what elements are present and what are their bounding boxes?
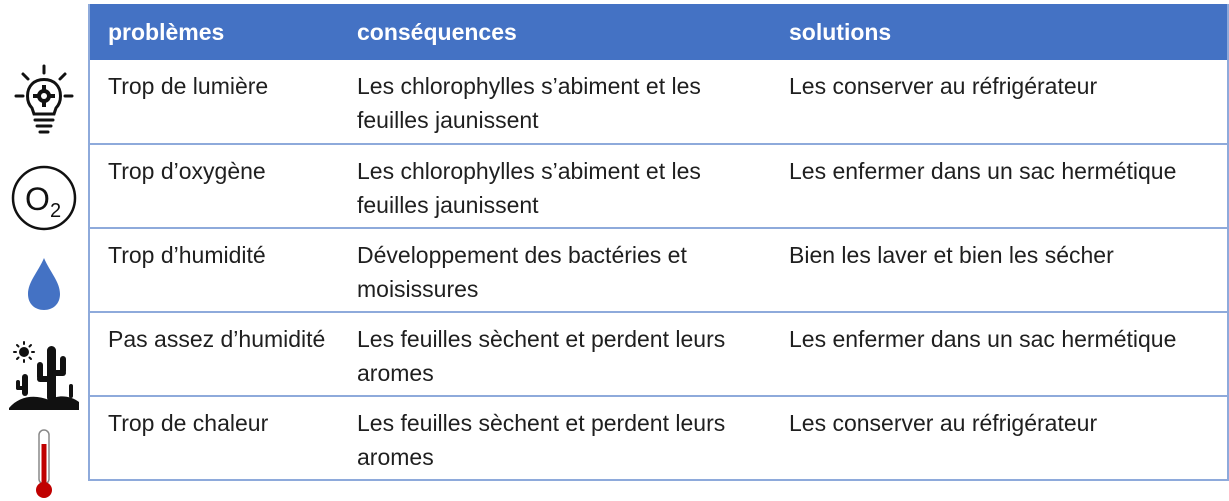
cell-probleme: Trop d’oxygène [108,158,266,184]
table-row [89,228,1228,312]
cell-probleme: Pas assez d’humidité [108,326,326,352]
thermometer-icon [0,428,88,500]
cell-solution: Bien les laver et bien les sécher [789,242,1114,268]
water-drop-icon [0,256,88,312]
lightbulb-gear-icon [0,64,88,136]
cell-solution: Les enfermer dans un sac hermétique [789,326,1177,352]
cell-probleme: Trop d’humidité [108,242,266,268]
cell-consequence: Les chlorophylles s’abiment et les feuilles jaunissent [357,73,701,133]
cell-probleme: Trop de lumière [108,73,269,99]
icon-column [0,0,88,501]
table-row [89,60,1228,144]
cell-consequence: Les feuilles sèchent et perdent leurs aromes [357,410,726,470]
table-header-row [89,4,1228,60]
cell-consequence: Les feuilles sèchent et perdent leurs aromes [357,326,726,386]
oxygen-o2-icon [0,163,88,233]
problems-table [88,4,1229,481]
header-solutions: solutions [789,18,892,45]
table-row [89,312,1228,396]
table-row [89,396,1228,480]
o2-subscript: 2 [50,200,62,222]
cell-probleme: Trop de chaleur [108,410,269,436]
header-consequences: conséquences [357,18,517,45]
table-row [89,144,1228,228]
cell-consequence: Développement des bactéries et moisissures [357,242,687,302]
cell-solution: Les conserver au réfrigérateur [789,410,1098,436]
cell-solution: Les conserver au réfrigérateur [789,73,1098,99]
header-problemes: problèmes [108,18,225,45]
cell-solution: Les enfermer dans un sac hermétique [789,158,1177,184]
cell-consequence: Les chlorophylles s’abiment et les feuilles jaunissent [357,158,701,218]
o2-letter: O [25,181,50,217]
desert-cactus-sun-icon [0,340,88,410]
